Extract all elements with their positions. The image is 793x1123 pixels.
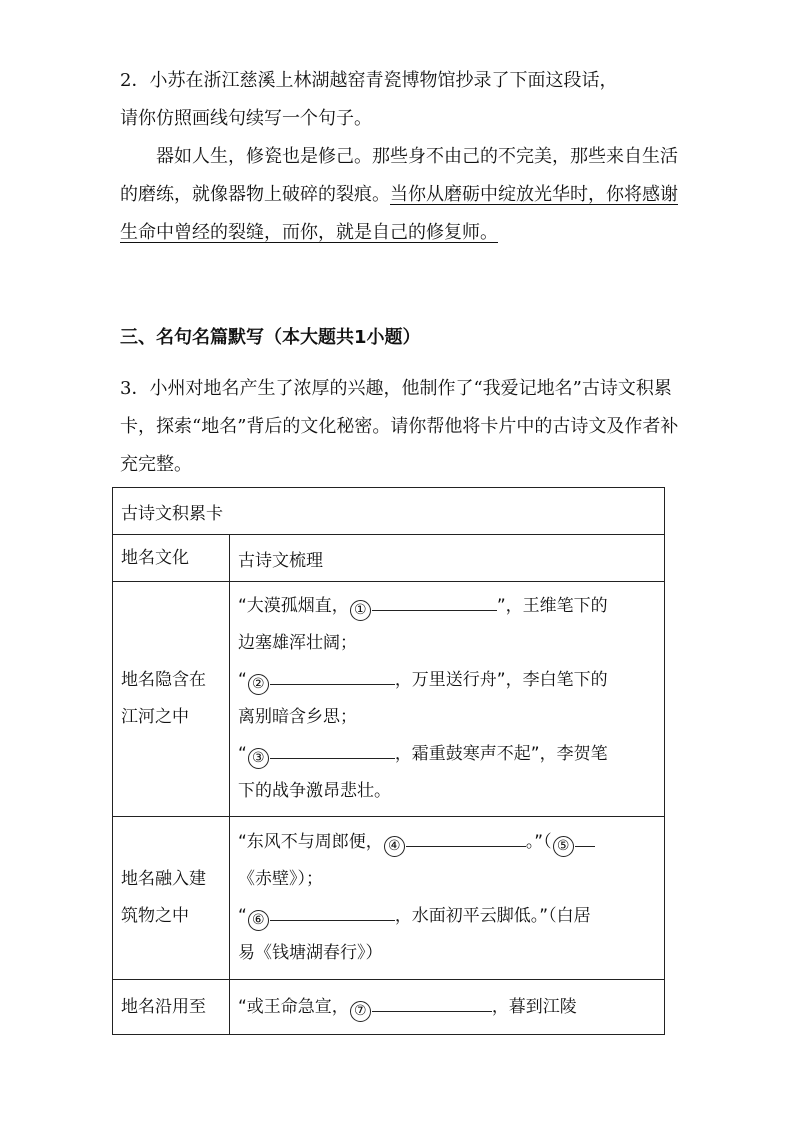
blank-number-5: ⑤	[553, 836, 574, 857]
blank-number-4: ④	[384, 836, 405, 857]
column-header-poetry: 古诗文梳理	[230, 535, 665, 582]
blank-number-7: ⑦	[350, 1001, 371, 1022]
question-3	[120, 370, 680, 484]
passage-text: 器如人生，修瓷也是修己。那些身不由己的不完美，那些来自生活的磨练，就像器物上破碎的裂痕。	[120, 146, 678, 205]
table-row	[113, 980, 665, 1035]
fill-blank-6[interactable]	[270, 902, 395, 921]
section-heading: 三、名句名篇默写（本大题共1小题）	[120, 327, 421, 348]
row-content: “大漠孤烟直， ① ”，王维笔下的 边塞雄浑壮阔； “ ② ，万里送行舟”，李白笔下的 离别暗含乡思； “ ③ ，霜重鼓寒声不起”，李贺笔 下的战争激昂悲壮。	[230, 582, 665, 817]
fill-blank-3[interactable]	[270, 740, 395, 759]
blank-number-3: ③	[248, 748, 269, 769]
fill-blank-7[interactable]	[372, 993, 492, 1012]
row-category: 地名沿用至	[113, 980, 230, 1035]
blank-number-6: ⑥	[248, 910, 269, 931]
blank-number-2: ②	[248, 674, 269, 695]
question-3-prompt: 小州对地名产生了浓厚的兴趣，他制作了“我爱记地名”古诗文积累卡，探索“地名”背后的文化秘密。请你帮他将卡片中的古诗文及作者补充完整。	[120, 378, 679, 475]
question-2-prompt-line2: 请你仿照画线句续写一个句子。	[120, 108, 372, 129]
row-category: 地名融入建筑物之中	[113, 817, 230, 980]
question-number: 3．	[120, 378, 150, 399]
row-category: 地名隐含在江河之中	[113, 582, 230, 817]
column-header-place-culture: 地名文化	[113, 535, 230, 582]
question-2-prompt: 2．小苏在浙江慈溪上林湖越窑青瓷博物馆抄录了下面这段话，	[120, 70, 618, 91]
question-2	[120, 62, 680, 252]
card-title: 古诗文积累卡	[113, 488, 665, 535]
fill-blank-5[interactable]	[575, 828, 595, 847]
blank-number-1: ①	[350, 600, 371, 621]
passage-underlined-sentence: 当你从磨砺中绽放光华时，你将感谢生命中曾经的裂缝，而你，就是自己的修复师。	[120, 184, 678, 243]
table-row	[113, 582, 665, 817]
poetry-card-table	[112, 487, 665, 1035]
row-content: “或王命急宣， ⑦ ，暮到江陵	[230, 980, 665, 1035]
fill-blank-2[interactable]	[270, 666, 395, 685]
row-content: “东风不与周郎便， ④ 。”（ ⑤ 《赤壁》）； “ ⑥ ，水面初平云脚低。”（白居 易《钱塘湖春行》）	[230, 817, 665, 980]
question-number: 2．	[120, 70, 150, 91]
fill-blank-4[interactable]	[406, 828, 526, 847]
passage	[120, 138, 680, 252]
fill-blank-1[interactable]	[372, 592, 497, 611]
table-row	[113, 817, 665, 980]
